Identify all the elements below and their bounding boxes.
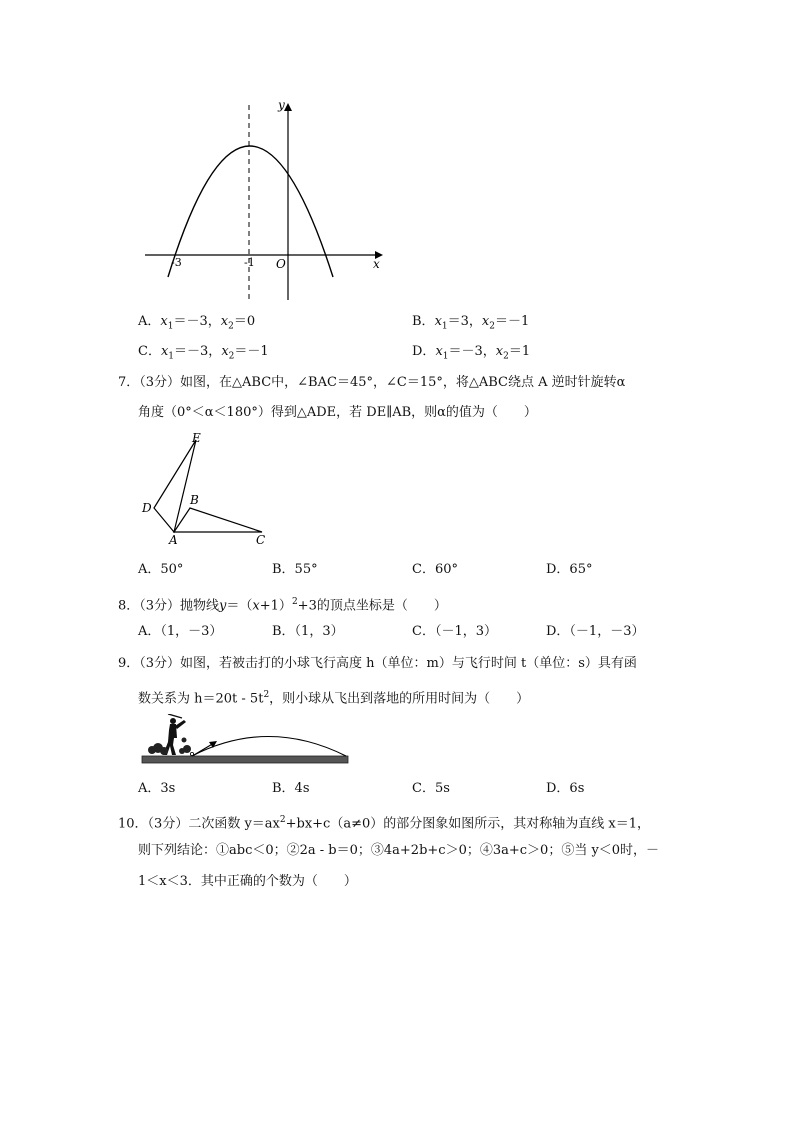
option-c[interactable]: C．$x_1=-3$，$x_2=-1$	[138, 344, 269, 362]
q9-option-c[interactable]: C．5s	[412, 781, 450, 796]
point-label-a: A	[169, 533, 178, 547]
triangle-ade	[154, 440, 196, 532]
question-9-line-1: 9．（3分）如图，若被击打的小球飞行高度 h（单位：m）与飞行时间 t（单位：s）具有函	[118, 656, 637, 671]
triangle-abc	[174, 508, 262, 532]
q7-option-b[interactable]: B．55°	[272, 562, 318, 577]
q7-option-d[interactable]: D．65°	[546, 562, 593, 577]
y-axis-arrow	[284, 103, 292, 111]
x-axis-label: x	[373, 257, 380, 271]
question-7-line-1: 7．（3分）如图，在△ABC中，∠BAC＝45°，∠C＝15°，将△ABC绕点 A 逆时针旋转α	[118, 375, 626, 390]
origin-label: O	[276, 257, 286, 271]
ball-trajectory	[192, 737, 346, 757]
point-label-d: D	[142, 501, 152, 515]
question-10-line-3: 1＜x＜3．其中正确的个数为（ ）	[138, 874, 357, 889]
golf-figure	[140, 714, 352, 766]
question-8-stem: 8．（3分）抛物线$y=(x+1)^2+3$的顶点坐标是（ ）	[118, 597, 447, 614]
q8-option-a[interactable]: A．（1，－3）	[138, 624, 223, 639]
question-9-line-2: 数关系为 $h=20t - 5t^2$，则小球从飞出到落地的所用时间为（ ）	[138, 690, 530, 707]
q7-option-c[interactable]: C．60°	[412, 562, 458, 577]
tick-label-neg1: -1	[244, 256, 255, 269]
point-label-c: C	[256, 533, 266, 547]
golf-ball	[190, 752, 193, 755]
question-7-line-2: 角度（0°＜α＜180°）得到△ADE，若 DE∥AB，则α的值为（ ）	[138, 405, 537, 420]
q9-option-d[interactable]: D．6s	[546, 781, 585, 796]
q7-option-a[interactable]: A．50°	[138, 562, 184, 577]
bush-right	[179, 738, 191, 755]
option-d[interactable]: D．$x_1=-3$，$x_2=1$	[412, 344, 531, 362]
option-a[interactable]: A．$x_1=-3$，$x_2=0$	[138, 314, 256, 332]
q8-option-d[interactable]: D．（－1，－3）	[546, 624, 645, 639]
q9-option-a[interactable]: A．3s	[138, 781, 176, 796]
point-label-b: B	[190, 493, 199, 507]
q9-option-b[interactable]: B．4s	[272, 781, 310, 796]
launch-arrowhead	[209, 741, 217, 748]
question-10-line-2: 则下列结论：①abc＜0；②2a - b＝0；③4a+2b+c＞0；④3a+c＞0；⑤当 y＜0时，－	[138, 843, 660, 858]
question-10-line-1: 10．（3分）二次函数 $y=ax^2+bx+c(a\ne 0)$的部分图象如图所示，其对称轴为直线 x＝1，	[118, 815, 650, 832]
triangle-figure	[138, 432, 278, 550]
ground-bar	[142, 756, 348, 763]
q8-option-b[interactable]: B．（1，3）	[272, 624, 344, 639]
tick-label-neg3: -3	[171, 256, 182, 269]
y-axis-label: y	[278, 98, 285, 112]
bush-left	[148, 743, 168, 755]
option-b[interactable]: B．$x_1=3$，$x_2=-1$	[412, 314, 530, 332]
parabola-graph	[140, 95, 390, 305]
point-label-e: E	[192, 432, 201, 445]
q8-option-c[interactable]: C．（－1，3）	[412, 624, 497, 639]
